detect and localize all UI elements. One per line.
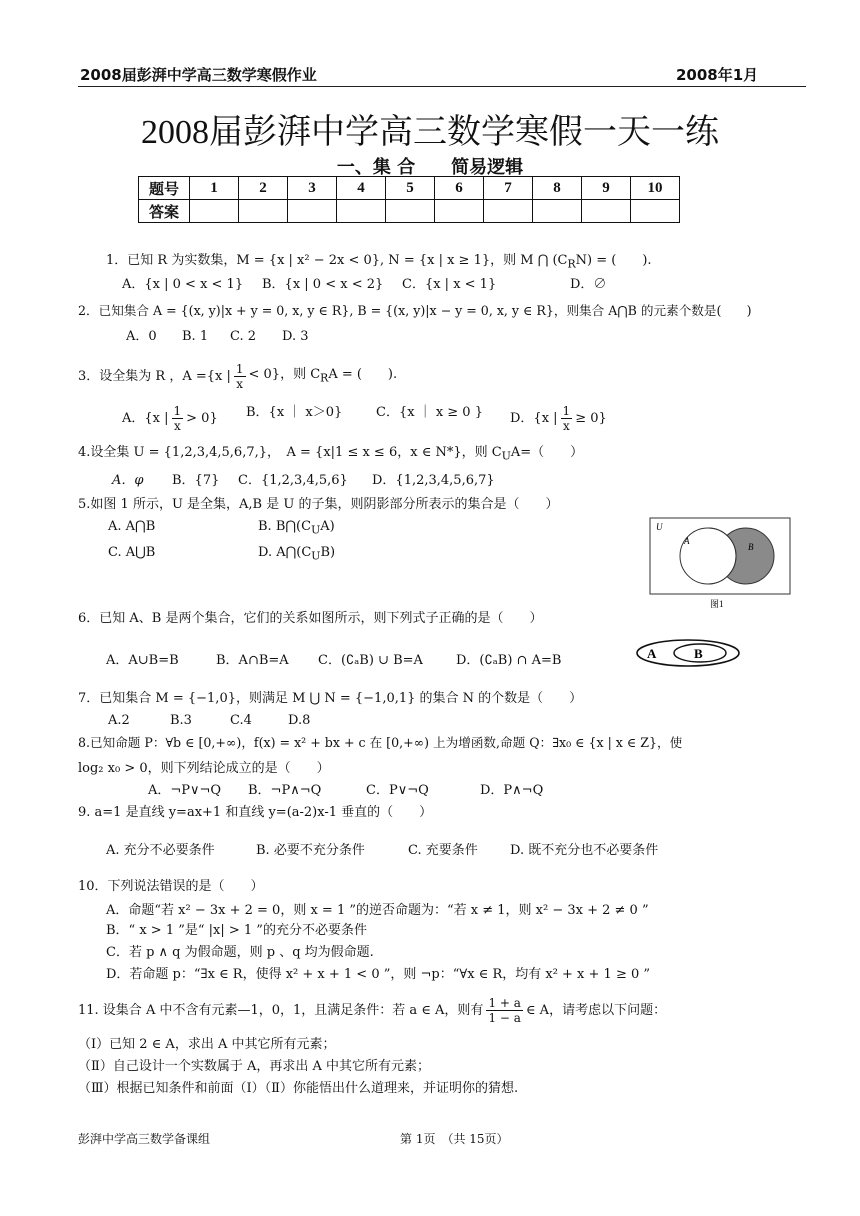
question-1-stem: 1．已知 R 为实数集，M = {x | x² − 2x < 0}, N = {x | x ≥ 1}，则 M ⋂ $(C_RN)$ = ( ).	[106, 253, 652, 271]
question-9-option-c: C. 充要条件	[408, 843, 478, 858]
question-2-option-a: A．0	[126, 329, 157, 344]
fraction: 1 x	[235, 362, 244, 391]
question-1-option-d: D．∅	[570, 277, 607, 292]
fig-a-label: A	[647, 646, 657, 661]
question-6-option-d: D．(∁ₐB) ∩ A=B	[456, 653, 562, 668]
answer-cell	[337, 200, 386, 223]
question-3-option-a: A．{x | 1 x > 0}	[122, 404, 218, 433]
question-7-option-d: D.8	[288, 713, 311, 728]
question-8-stem-line2: log₂ x₀ > 0，则下列结论成立的是（ ）	[78, 761, 330, 776]
question-8-option-a: A．¬P∨¬Q	[148, 783, 222, 798]
question-1-option-b: B．{x | 0 < x < 2}	[262, 277, 384, 292]
footer-page-number: 第 1页 （共 15页）	[400, 1132, 509, 1146]
question-10-option-b: B．“ x > 1 ”是“ |x| > 1 ”的充分不必要条件	[106, 923, 367, 938]
question-8-stem: 8.已知命题 P：∀b ∈ [0,+∞)，f(x) = x² + bx + c 在 [0,+∞) 上为增函数,命题 Q：∃x₀ ∈ {x | x ∈ Z}，使	[78, 735, 683, 750]
table-number-cell: 9	[582, 177, 631, 200]
footer-left: 彭湃中学高三数学备课组	[78, 1132, 211, 1146]
answer-cell	[386, 200, 435, 223]
answer-cell	[239, 200, 288, 223]
fig-u-label: U	[656, 522, 663, 532]
question-7-option-a: A.2	[108, 713, 130, 728]
question-5-option-d: D. $A⋂(C_UB)$	[258, 545, 336, 563]
question-5-stem: 5.如图 1 所示，U 是全集，A,B 是 U 的子集，则阴影部分所表示的集合是（ ）	[78, 497, 559, 512]
question-9-option-d: D. 既不充分也不必要条件	[510, 843, 659, 858]
question-4-option-a: A．φ	[112, 473, 144, 488]
table-number-cell: 5	[386, 177, 435, 200]
question-9-option-a: A. 充分不必要条件	[106, 843, 215, 858]
page-title: 2008届彭湃中学高三数学寒假一天一练	[141, 114, 719, 151]
fraction: 1 x	[173, 404, 182, 433]
question-10-option-a: A．命题“若 x² − 3x + 2 = 0，则 x = 1 ”的逆否命题为：“若 x ≠ 1，则 x² − 3x + 2 ≠ 0 ”	[106, 903, 649, 918]
question-10-option-c: C．若 p ∧ q 为假命题，则 p 、q 均为假命题.	[106, 945, 374, 960]
question-2-option-b: B. 1	[182, 329, 209, 344]
question-6-option-a: A．A∪B=B	[106, 653, 179, 668]
question-7-option-c: C.4	[230, 713, 252, 728]
answer-cell	[288, 200, 337, 223]
question-8-option-c: C．P∨¬Q	[366, 783, 429, 798]
question-3-option-b: B．{x ｜ x＞0}	[246, 405, 343, 420]
venn-diagram-figure	[648, 516, 794, 612]
question-4-stem: 4.设全集 U = {1,2,3,4,5,6,7,}， A = {x|1 ≤ x ≤ 6，x ∈ N*}，则 $C_UA=$（ ）	[78, 445, 584, 463]
question-3-stem: 3．设全集为 R ，A ={x | 1 x < 0}，则 $C_RA$ = ( ).	[78, 362, 398, 391]
table-number-cell: 2	[239, 177, 288, 200]
answer-cell	[533, 200, 582, 223]
fig-b-label: B	[694, 646, 703, 661]
table-label-number: 题号	[139, 177, 190, 200]
question-6-stem: 6．已知 A、B 是两个集合，它们的关系如图所示，则下列式子正确的是（ ）	[78, 611, 543, 626]
question-8-option-d: D．P∧¬Q	[480, 783, 544, 798]
table-number-cell: 8	[533, 177, 582, 200]
table-number-cell: 6	[435, 177, 484, 200]
question-4-option-b: B．{7}	[172, 473, 220, 488]
question-11-stem: 11. 设集合 A 中不含有元素—1，0，1，且满足条件：若 a ∈ A，则有 1 + a 1 − a ∈ A，请考虑以下问题：	[78, 996, 667, 1025]
question-3-option-d: D．{x | $\frac{1}{x}$ ≥ 0}	[510, 404, 607, 433]
table-number-cell: 7	[484, 177, 533, 200]
answer-table-number-row	[139, 177, 680, 200]
question-1-option-c: C．{x | x < 1}	[402, 277, 497, 292]
question-9-option-b: B. 必要不充分条件	[256, 843, 365, 858]
answer-cell	[484, 200, 533, 223]
question-7-option-b: B.3	[170, 713, 192, 728]
question-4-option-d: D．{1,2,3,4,5,6,7}	[372, 473, 495, 488]
question-4-option-c: C．{1,2,3,4,5,6}	[238, 473, 348, 488]
question-2-option-d: D. 3	[282, 329, 309, 344]
answer-cell	[631, 200, 680, 223]
answer-cell	[435, 200, 484, 223]
question-11-part-1: （Ⅰ）已知 2 ∈ A，求出 A 中其它所有元素；	[78, 1037, 336, 1052]
fraction: $\frac{1}{x}$	[562, 404, 571, 433]
table-number-cell: 3	[288, 177, 337, 200]
table-number-cell: 1	[190, 177, 239, 200]
question-1-option-a: A．{x | 0 < x < 1}	[122, 277, 244, 292]
question-8-option-b: B．¬P∧¬Q	[248, 783, 322, 798]
question-7-stem: 7．已知集合 M = {−1,0}，则满足 M ⋃ N = {−1,0,1} 的集合 N 的个数是（ ）	[78, 691, 583, 706]
answer-table	[138, 176, 680, 223]
question-5-option-b: B. $B⋂(C_UA)$	[258, 519, 335, 537]
answer-cell	[190, 200, 239, 223]
question-5-option-c: C. A⋃B	[108, 545, 156, 560]
question-11-part-2: （Ⅱ）自己设计一个实数属于 A，再求出 A 中其它所有元素；	[78, 1059, 431, 1074]
subset-diagram-figure	[634, 638, 742, 668]
fraction: 1 + a 1 − a	[488, 996, 521, 1025]
question-6-option-c: C．(∁ₐB) ∪ B=A	[318, 653, 423, 668]
question-9-stem: 9. a=1 是直线 y=ax+1 和直线 y=(a-2)x-1 垂直的（ ）	[78, 805, 433, 820]
question-2-stem: 2．已知集合 A = {(x, y)|x + y = 0, x, y ∈ R}, B = {(x, y)|x − y = 0, x, y ∈ R}，则集合 A⋂B 的元素个数是( )	[78, 303, 752, 318]
answer-table-answer-row	[139, 200, 680, 223]
header-left: 2008届彭湃中学高三数学寒假作业	[80, 66, 317, 84]
question-6-option-b: B．A∩B=A	[216, 653, 289, 668]
header-rule	[78, 86, 806, 87]
question-10-option-d: D．若命题 p：“∃x ∈ R，使得 x² + x + 1 < 0 ”，则 ¬p：“∀x ∈ R，均有 x² + x + 1 ≥ 0 ”	[106, 967, 651, 982]
header-right: 2008年1月	[676, 66, 759, 84]
question-3-option-c: C．{x ｜ x ≥ 0 }	[376, 405, 483, 420]
fig-caption: 图1	[710, 599, 724, 609]
fig-a-label: A	[684, 536, 690, 546]
answer-cell	[582, 200, 631, 223]
question-11-part-3: （Ⅲ）根据已知条件和前面（Ⅰ）（Ⅱ）你能悟出什么道理来，并证明你的猜想.	[78, 1081, 519, 1096]
question-5-option-a: A. A⋂B	[108, 519, 156, 534]
table-number-cell: 4	[337, 177, 386, 200]
table-label-answer: 答案	[139, 200, 190, 223]
question-10-stem: 10．下列说法错误的是（ ）	[78, 879, 264, 894]
question-2-option-c: C. 2	[230, 329, 257, 344]
page-subtitle: 一、集 合 简易逻辑	[336, 157, 524, 178]
table-number-cell: 10	[631, 177, 680, 200]
fig-b-label: B	[748, 542, 754, 552]
